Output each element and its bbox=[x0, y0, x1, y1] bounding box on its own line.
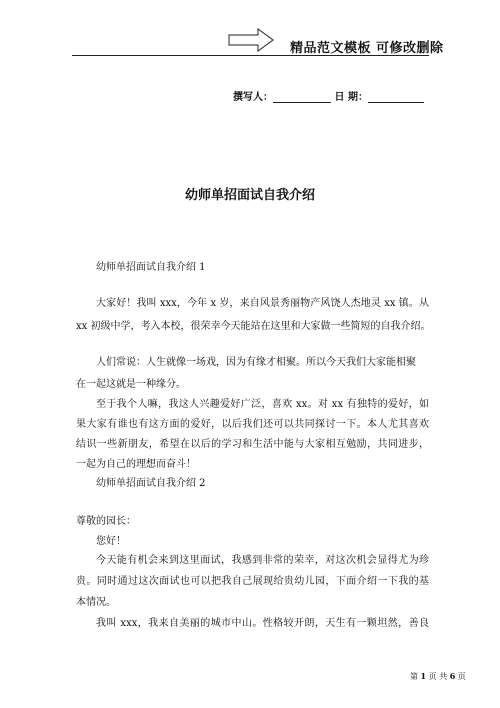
paragraph-line: 人们常说：人生就像一场戏，因为有缘才相聚。所以今天我们大家能相聚 bbox=[96, 357, 416, 368]
paragraph-line: 我叫 xxx，我来自美丽的城市中山。性格较开朗，天生有一颗坦然，善良 bbox=[96, 618, 429, 629]
paragraph-line: 贵。同时通过这次面试也可以把我自己展现给贵幼儿园，下面介绍一下我的基 bbox=[76, 576, 429, 587]
arrow-icon bbox=[228, 28, 274, 52]
paragraph-line: 果大家有谁也有这方面的爱好，以后我们还可以共同探讨一下。本人尤其喜欢 bbox=[76, 419, 429, 430]
total-pages: 6 bbox=[449, 671, 456, 681]
paragraph-line: 结识一些新朋友，希望在以后的学习和生活中能与大家相互勉励，共同进步， bbox=[76, 439, 429, 450]
paragraph-line: xx 初级中学，考入本校，很荣幸今天能站在这里和大家做一些简短的自我介绍。 bbox=[76, 321, 431, 332]
document-title: 幼师单招面试自我介绍 bbox=[184, 188, 315, 203]
current-page: 1 bbox=[420, 671, 427, 681]
footer-suffix: 页 bbox=[457, 672, 466, 681]
page-number bbox=[410, 671, 466, 682]
footer-prefix: 第 bbox=[410, 672, 418, 681]
date-label: 日 期： bbox=[334, 92, 368, 103]
paragraph-line: 大家好！我叫 xxx，今年 x 岁，来自风景秀丽物产风饶人杰地灵 xx 镇。从 bbox=[96, 298, 429, 309]
author-date-line bbox=[233, 88, 424, 103]
paragraph-line: 本情况。 bbox=[76, 597, 116, 608]
section-heading: 幼师单招面试自我介绍 2 bbox=[96, 478, 206, 489]
section-heading: 幼师单招面试自我介绍 1 bbox=[96, 262, 206, 273]
greeting: 您好！ bbox=[96, 536, 126, 547]
footer-middle: 页 共 bbox=[428, 672, 448, 681]
author-blank bbox=[273, 91, 331, 103]
paragraph-line: 一起为自己的理想而奋斗！ bbox=[76, 459, 196, 470]
header-divider bbox=[72, 55, 429, 56]
paragraph-line: 至于我个人嘛，我这人兴趣爱好广泛，喜欢 xx。对 xx 有独特的爱好，如 bbox=[96, 399, 429, 410]
salutation: 尊敬的园长： bbox=[76, 516, 136, 527]
author-label: 撰写人： bbox=[233, 92, 273, 103]
date-blank bbox=[368, 91, 424, 103]
header-title: 精品范文模板 可修改删除 bbox=[290, 41, 444, 56]
paragraph-line: 在一起这就是一种缘分。 bbox=[76, 379, 186, 390]
paragraph-line: 今天能有机会来到这里面试，我感到非常的荣幸，对这次机会显得尤为珍 bbox=[96, 555, 429, 566]
